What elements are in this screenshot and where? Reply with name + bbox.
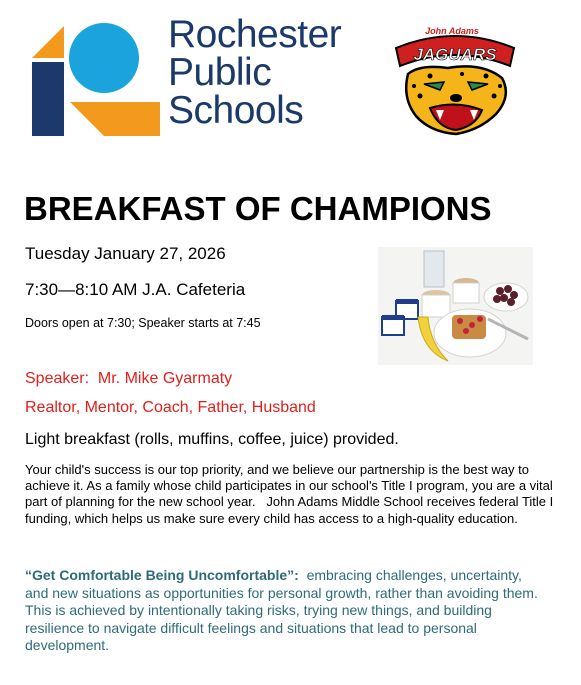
rochester-public-schools-logo xyxy=(28,20,160,138)
theme-text: embracing challenges, uncertainty, and new situations as opportunities for personal growth, rather than avoiding them. This is achieved by intentionally taking risks, trying new things, and building resilience to navigate difficult feelings and situations that lead to personal development. xyxy=(25,567,538,654)
breakfast-plate-photo xyxy=(378,247,533,365)
district-name xyxy=(168,13,342,132)
team-name: JAGUARS xyxy=(413,45,497,64)
jaguar-head-icon xyxy=(406,66,506,134)
theme-quote: “Get Comfortable Being Uncomfortable”: xyxy=(25,567,299,583)
school-name: John Adams xyxy=(425,26,479,36)
district-name-line: Public xyxy=(168,51,272,94)
speaker-roles: Realtor, Mentor, Coach, Father, Husband xyxy=(25,399,316,416)
body-paragraph: Your child's success is our top priority, and we believe our partnership is the best way to achieve it. As a family whose child participates in our school's Title I program, you are a vital part of planning for the new school year. John Adams Middle School receives federal Title I funding, which helps us make sure every child has access to a high-quality education. xyxy=(25,462,554,526)
event-title: BREAKFAST OF CHAMPIONS xyxy=(24,190,492,227)
theme-paragraph xyxy=(25,567,545,655)
jaguars-logo xyxy=(390,22,520,140)
doors-note: Doors open at 7:30; Speaker starts at 7:45 xyxy=(25,316,261,330)
event-time-location: 7:30—8:10 AM J.A. Cafeteria xyxy=(25,280,246,299)
food-note: Light breakfast (rolls, muffins, coffee, juice) provided. xyxy=(25,431,399,448)
speaker-line: Speaker: Mr. Mike Gyarmaty xyxy=(25,370,233,387)
event-date: Tuesday January 27, 2026 xyxy=(25,244,226,263)
district-name-line: Rochester xyxy=(168,13,342,56)
district-name-line: Schools xyxy=(168,89,304,132)
